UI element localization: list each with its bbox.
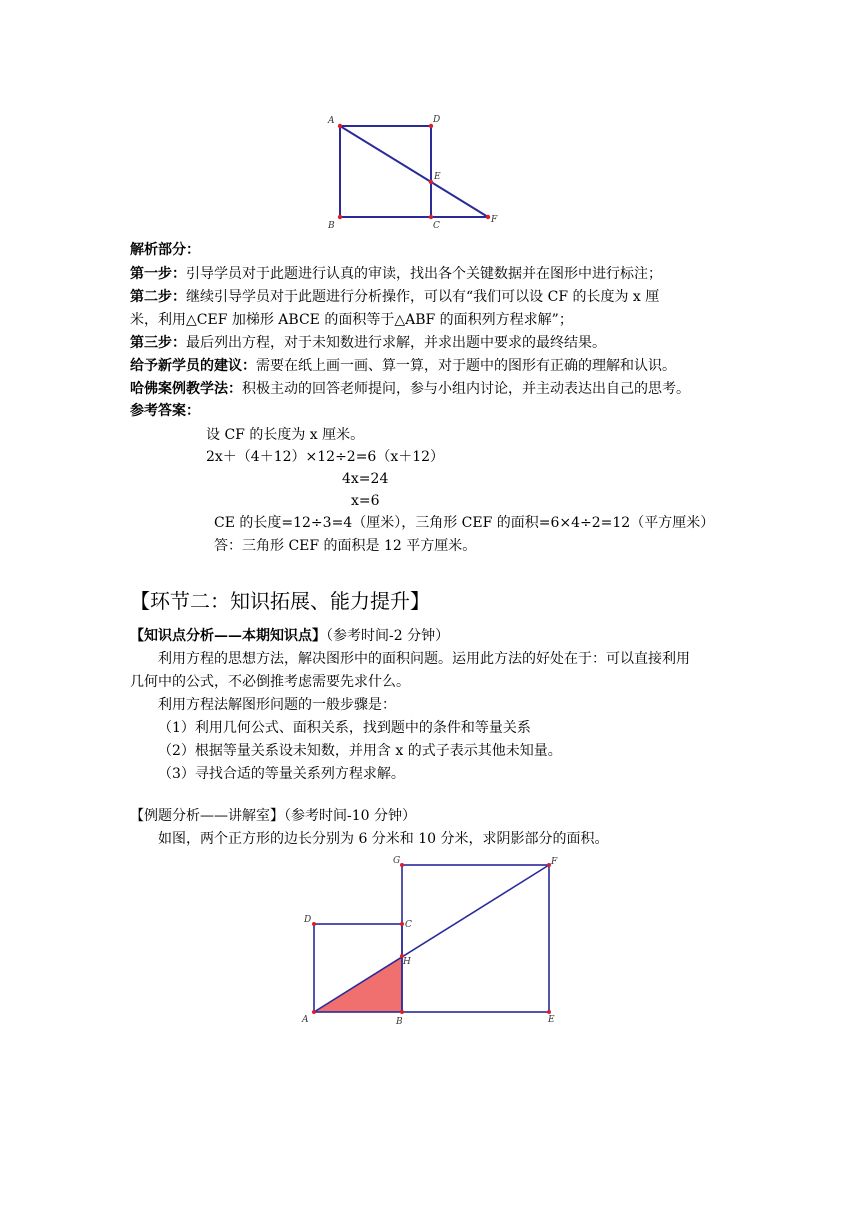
harvard-method <box>130 378 690 400</box>
advice <box>130 355 676 377</box>
solution-line-5: CE 的长度=12÷3=4（厘米），三角形 CEF 的面积=6×4÷2=12（平方厘米） <box>214 515 715 531</box>
para-1-line-2: 几何中的公式，不必倒推考虑需要先求什么。 <box>130 674 410 690</box>
label-H: H <box>403 957 411 967</box>
step-2-label: 第二步： <box>130 289 186 305</box>
figure-2-diagram <box>300 852 570 1032</box>
knowledge-heading-bold: 【知识点分析——本期知识点】 <box>130 628 326 644</box>
para-1-line-1: 利用方程的思想方法，解决图形中的面积问题。运用此方法的好处在于：可以直接利用 <box>158 651 690 667</box>
step-3-label: 第三步： <box>130 335 186 351</box>
solution-line-4: x=6 <box>351 493 380 509</box>
step-2-text-line1: 继续引导学员对于此题进行分析操作，可以有“我们可以设 CF 的长度为 x 厘 <box>186 289 660 305</box>
label-G: G <box>393 856 401 866</box>
solution-line-1: 设 CF 的长度为 x 厘米。 <box>206 427 365 443</box>
figure-1-diagram <box>320 110 510 235</box>
harvard-label: 哈佛案例教学法： <box>130 381 242 397</box>
label-E: E <box>434 172 441 182</box>
section-2-title: 【环节二：知识拓展、能力提升】 <box>130 589 430 613</box>
label-C2: C <box>405 920 412 930</box>
solution-line-2: 2x＋（4＋12）×12÷2=6（x＋12） <box>206 449 445 465</box>
label-D2: D <box>304 915 312 925</box>
advice-text: 需要在纸上画一画、算一算，对于题中的图形有正确的理解和认识。 <box>256 358 676 374</box>
example-text: 如图，两个正方形的边长分别为 6 分米和 10 分米，求阴影部分的面积。 <box>158 831 609 847</box>
label-C: C <box>433 221 440 231</box>
example-heading: 【例题分析——讲解室】（参考时间-10 分钟） <box>130 808 416 824</box>
method-step-2: （2）根据等量关系设未知数，并用含 x 的式子表示其他未知量。 <box>158 743 562 759</box>
label-F: F <box>491 215 498 225</box>
step-3 <box>130 332 606 354</box>
label-B: B <box>328 221 335 231</box>
label-A: A <box>328 116 335 126</box>
step-3-text: 最后列出方程，对于未知数进行求解，并求出题中要求的最终结果。 <box>186 335 606 351</box>
solution-line-6: 答：三角形 CEF 的面积是 12 平方厘米。 <box>214 538 477 554</box>
step-1-text: 引导学员对于此题进行认真的审读，找出各个关键数据并在图形中进行标注； <box>186 266 662 282</box>
label-B2: B <box>396 1017 403 1027</box>
answer-label: 参考答案： <box>130 403 200 419</box>
step-1 <box>130 263 662 285</box>
label-A2: A <box>302 1015 309 1025</box>
method-step-1: （1）利用几何公式、面积关系，找到题中的条件和等量关系 <box>158 720 531 736</box>
analysis-heading: 解析部分： <box>130 242 200 258</box>
para-2: 利用方程法解图形问题的一般步骤是： <box>158 697 396 713</box>
step-2 <box>130 286 659 308</box>
harvard-text: 积极主动的回答老师提问，参与小组内讨论，并主动表达出自己的思考。 <box>242 381 690 397</box>
step-2-text-line2: 米，利用△CEF 加梯形 ABCE 的面积等于△ABF 的面积列方程求解”； <box>130 312 573 328</box>
step-1-label: 第一步： <box>130 266 186 282</box>
method-step-3: （3）寻找合适的等量关系列方程求解。 <box>158 766 405 782</box>
knowledge-heading-time: （参考时间-2 分钟） <box>326 628 450 644</box>
label-F2: F <box>551 857 558 867</box>
label-E2: E <box>548 1015 555 1025</box>
knowledge-heading <box>130 625 449 647</box>
advice-label: 给予新学员的建议： <box>130 358 256 374</box>
label-D: D <box>433 115 441 125</box>
solution-line-3: 4x=24 <box>342 471 389 487</box>
